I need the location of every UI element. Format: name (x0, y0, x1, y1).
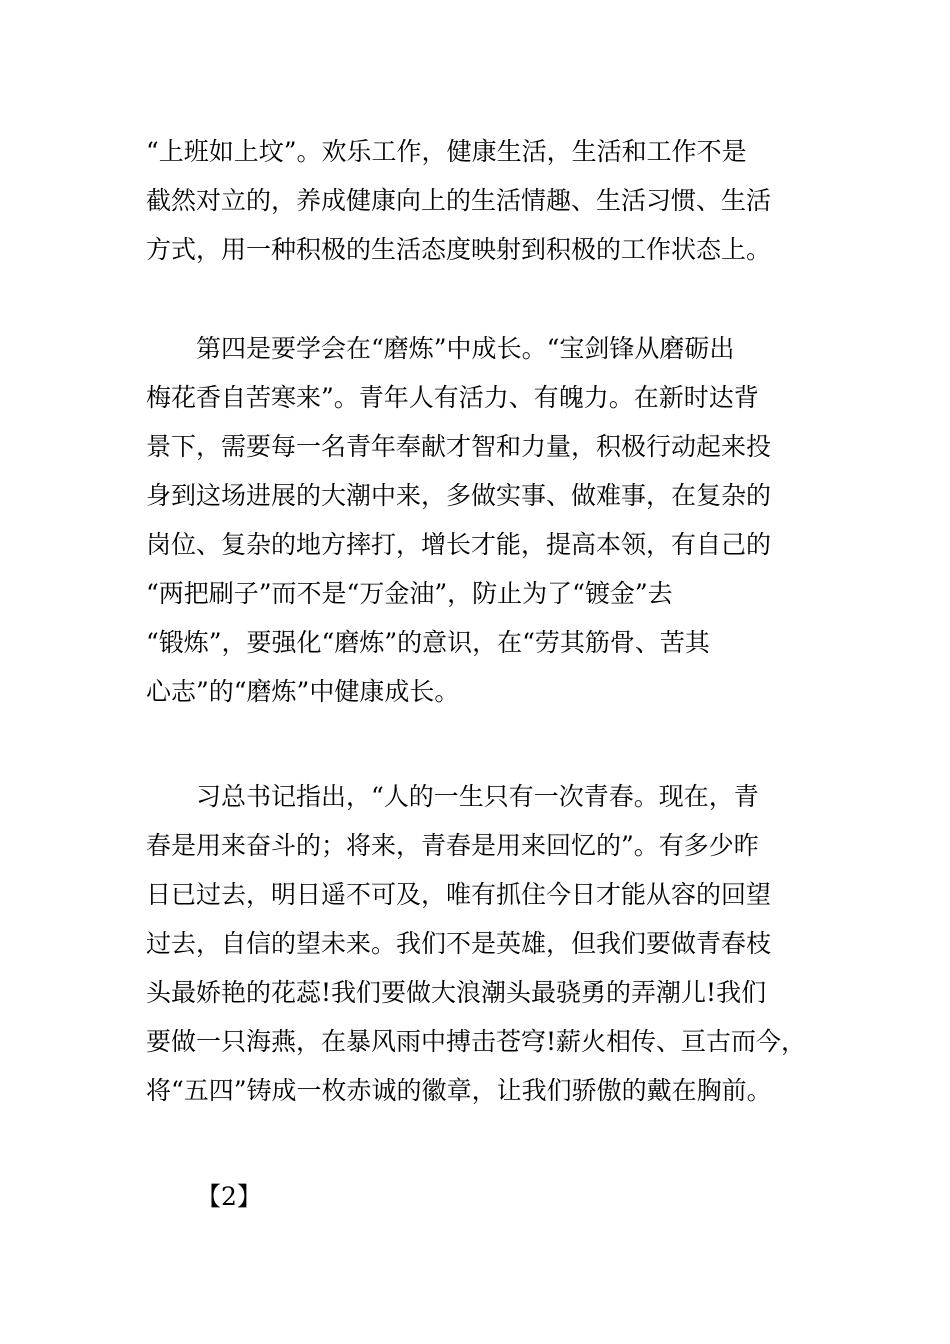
paragraph-line: 日已过去，明日遥不可及，唯有抓住今日才能从容的回望 (146, 880, 772, 909)
paragraph-line: 心志”的“磨炼”中健康成长。 (146, 677, 460, 706)
paragraph-line: “两把刷子”而不是“万金油”，防止为了“镀金”去 (146, 579, 673, 608)
paragraph-work-life (146, 127, 826, 274)
paragraph-line: 要做一只海燕，在暴风雨中搏击苍穹!薪火相传、亘古而今， (146, 1027, 807, 1056)
paragraph-line: 头最娇艳的花蕊!我们要做大浪潮头最骁勇的弄潮儿!我们 (146, 978, 767, 1007)
paragraph-tempering (146, 324, 826, 716)
section-marker: 【2】 (196, 1182, 262, 1211)
paragraph-line: 景下，需要每一名青年奉献才智和力量，积极行动起来投 (146, 432, 772, 461)
paragraph-line: 春是用来奋斗的；将来，青春是用来回忆的”。有多少昨 (146, 831, 759, 860)
paragraph-line: 过去，自信的望未来。我们不是英雄，但我们要做青春枝 (146, 929, 772, 958)
paragraph-line: “上班如上坟”。欢乐工作，健康生活，生活和工作不是 (146, 137, 747, 166)
paragraph-line: 截然对立的，养成健康向上的生活情趣、生活习惯、生活 (146, 186, 772, 215)
paragraph-line: 方式，用一种积极的生活态度映射到积极的工作状态上。 (146, 235, 772, 264)
paragraph-line: 将“五四”铸成一枚赤诚的徽章，让我们骄傲的戴在胸前。 (146, 1076, 772, 1105)
paragraph-line: 第四是要学会在“磨炼”中成长。“宝剑锋从磨砺出 (196, 334, 735, 363)
paragraph-line: 身到这场进展的大潮中来，多做实事、做难事，在复杂的 (146, 481, 772, 510)
paragraph-youth (146, 772, 826, 1115)
paragraph-line: 习总书记指出，“人的一生只有一次青春。现在，青 (196, 782, 759, 811)
paragraph-line: “锻炼”，要强化“磨炼”的意识，在“劳其筋骨、苦其 (146, 628, 710, 657)
paragraph-line: 岗位、复杂的地方摔打，增长才能，提高本领，有自己的 (146, 530, 772, 559)
paragraph-line: 梅花香自苦寒来”。青年人有活力、有魄力。在新时达背 (146, 383, 759, 412)
